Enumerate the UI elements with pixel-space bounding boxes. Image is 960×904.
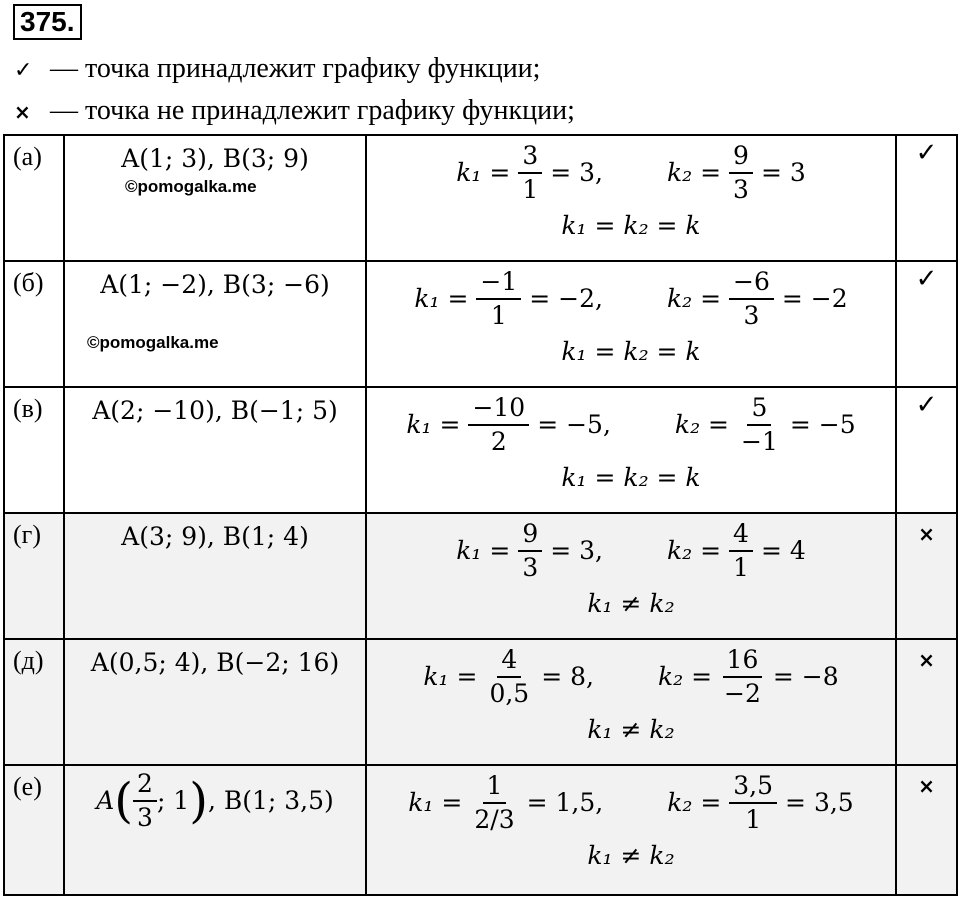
fraction [729,772,777,833]
fraction-numerator: 3,5 [729,772,777,804]
fraction-denominator: 3 [743,300,760,330]
cross-icon: × [918,522,935,546]
right-paren: ) [189,772,208,829]
points: A(3; 9), B(1; 4) [121,522,309,551]
problem-number: 375. [13,4,82,40]
table-row [4,639,957,765]
points: A(2; −10), B(−1; 5) [92,396,338,425]
k1-label: k₁ = [456,158,511,187]
fraction-denominator: 3 [137,802,153,832]
k2-label: k₂ = [657,662,713,691]
watermark: ©pomogalka.me [125,177,257,196]
fraction-numerator: −1 [476,268,521,300]
fraction-numerator: 4 [729,520,753,552]
fraction [133,770,157,831]
k2-expression [667,142,806,203]
left-paren: ( [114,772,134,829]
conclusion: k₁ ≠ k₂ [587,841,675,870]
fraction-numerator: 16 [723,646,763,678]
k2-result: = 3,5 [785,788,854,817]
k2-result: = −5 [789,410,856,439]
legend-belongs-text: — точка принадлежит графику функции; [50,53,541,84]
fraction-denominator: 1 [733,552,749,582]
checkmark-icon: ✓ [14,58,33,83]
k1-result: = −5, [537,410,611,439]
fraction-numerator: 5 [747,394,771,426]
result-mark-cell [896,135,957,261]
row-label: (е) [4,765,64,895]
k2-expression [658,646,839,707]
k2-label: k₂ = [666,158,722,187]
fraction [729,520,753,581]
k1-expression [408,772,603,833]
fraction [729,268,774,329]
k2-label: k₂ = [667,788,722,817]
point-a-rest: ; 1 [156,786,190,815]
k2-result: = 4 [760,536,806,565]
k2-label: k₂ = [666,284,722,313]
points-cell [64,639,366,765]
equation-cell [366,765,896,895]
solution-table [3,134,958,896]
k1-label: k₁ = [414,284,469,313]
table-row [4,387,957,513]
points-cell [64,261,366,387]
k1-result: = 8, [541,662,594,691]
fraction-denominator: 2/3 [474,804,515,834]
checkmark-icon: ✓ [915,390,938,420]
row-label: (б) [4,261,64,387]
k1-expression [406,394,611,455]
points: A(1; −2), B(3; −6) [100,270,330,299]
points [96,770,334,831]
watermark: ©pomogalka.me [87,333,219,352]
points-cell [64,135,366,261]
k2-label: k₂ = [674,410,729,439]
result-mark-cell [896,387,957,513]
equation-cell [366,387,896,513]
equation-cell [366,639,896,765]
checkmark-icon: ✓ [915,264,938,294]
table-row [4,765,957,895]
fraction-numerator: 2 [133,770,157,802]
legend-not-belongs [14,94,575,129]
k1-label: k₁ = [456,536,511,565]
k1-result: = 1,5, [526,788,604,817]
k1-expression [456,520,603,581]
k1-label: k₁ = [423,662,478,691]
result-mark-cell [896,261,957,387]
conclusion: k₁ = k₂ = k [561,337,701,366]
fraction-denominator: −1 [741,426,778,456]
fraction-denominator: 2 [490,426,507,456]
legend-not-belongs-text: — точка не принадлежит графику функции; [50,95,575,126]
equation-cell [366,261,896,387]
conclusion: k₁ = k₂ = k [561,463,701,492]
row-label: (а) [4,135,64,261]
result-mark-cell [896,765,957,895]
result-mark-cell [896,639,957,765]
fraction [737,394,782,455]
fraction [470,772,518,833]
points: A(0,5; 4), B(−2; 16) [90,648,340,677]
fraction [720,646,765,707]
fraction [518,142,542,203]
legend-belongs [14,52,540,88]
k2-expression [667,772,854,833]
k2-label: k₂ = [666,536,722,565]
k2-result: = −8 [772,662,839,691]
conclusion: k₁ ≠ k₂ [587,715,675,744]
fraction-numerator: 9 [729,142,753,174]
k1-expression [414,268,603,329]
fraction-denominator: 1 [745,804,762,834]
checkmark-icon: ✓ [915,138,938,168]
fraction-numerator: 1 [483,772,507,804]
point-a-name: A [96,786,115,815]
fraction-denominator: 0,5 [489,678,530,708]
k2-result: = 3 [760,158,806,187]
fraction-denominator: 3 [522,552,539,582]
fraction-denominator: 3 [733,174,749,204]
table-row [4,261,957,387]
k1-expression [423,646,594,707]
fraction-denominator: 1 [490,300,507,330]
fraction-denominator: 1 [522,174,539,204]
k2-result: = −2 [781,284,848,313]
row-label: (д) [4,639,64,765]
k2-expression [667,268,848,329]
row-label: (г) [4,513,64,639]
fraction-numerator: 9 [518,520,542,552]
cross-icon: × [14,100,31,124]
k1-result: = 3, [550,536,603,565]
points-cell [64,765,366,895]
k2-expression [667,520,806,581]
result-mark-cell [896,513,957,639]
points-cell [64,387,366,513]
fraction [729,142,753,203]
points: A(1; 3), B(3; 9) [121,144,309,173]
cross-icon: × [918,774,935,798]
fraction [485,646,533,707]
k1-result: = −2, [529,284,603,313]
cross-icon: × [918,648,935,672]
fraction-numerator: 4 [497,646,521,678]
k1-result: = 3, [550,158,603,187]
k1-label: k₁ = [406,410,461,439]
fraction-numerator: −10 [468,394,529,426]
point-b: , B(1; 3,5) [207,786,334,815]
table-row [4,513,957,639]
k2-expression [675,394,856,455]
fraction-denominator: −2 [724,678,761,708]
fraction-numerator: −6 [729,268,774,300]
conclusion: k₁ = k₂ = k [561,211,701,240]
fraction [476,268,521,329]
fraction-numerator: 3 [518,142,542,174]
fraction [468,394,529,455]
k1-label: k₁ = [408,788,463,817]
conclusion: k₁ ≠ k₂ [587,589,675,618]
points-cell [64,513,366,639]
equation-cell [366,513,896,639]
k1-expression [456,142,603,203]
fraction [518,520,542,581]
table-row [4,135,957,261]
equation-cell [366,135,896,261]
row-label: (в) [4,387,64,513]
